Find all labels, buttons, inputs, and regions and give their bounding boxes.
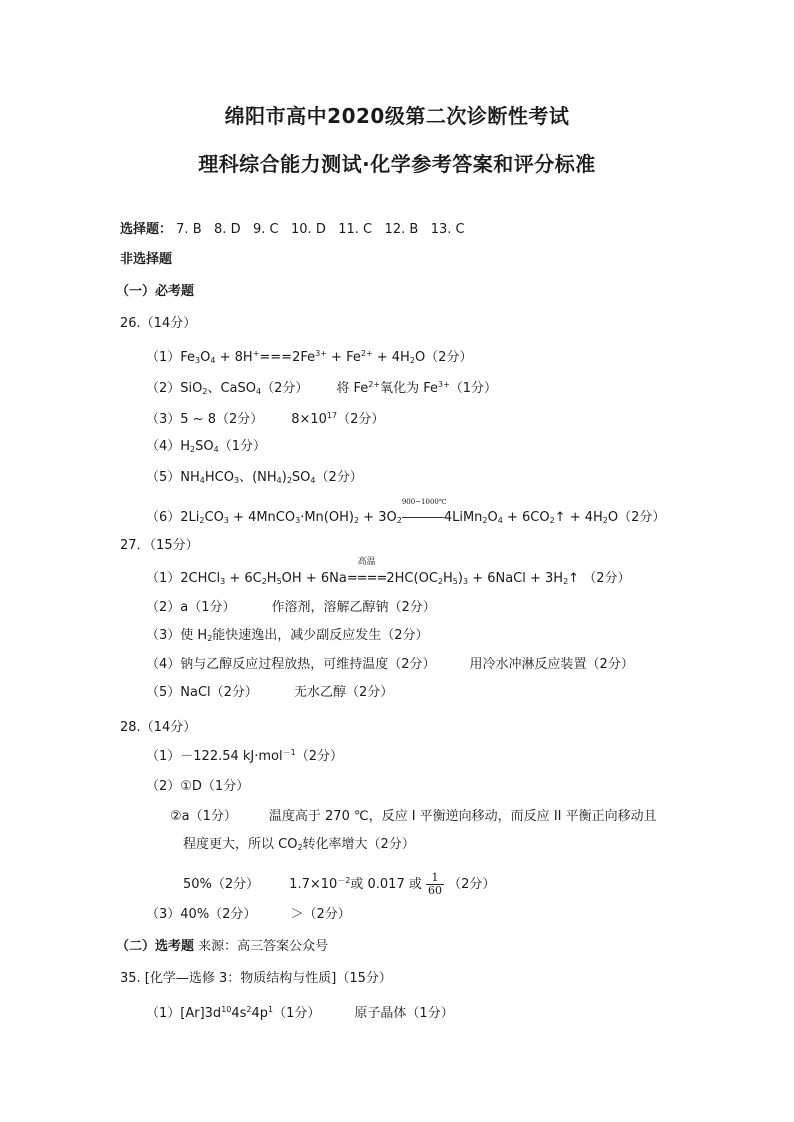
fraction-1-60: $\frac{1}{60}$ (428, 871, 442, 897)
answer-9: 9. C (252, 222, 279, 237)
q35-heading: 35. [化学—选修 3：物质结构与性质]（15分） (120, 971, 392, 986)
page-subtitle: 理科综合能力测试·化学参考答案和评分标准 (198, 152, 596, 176)
q26-answer-1: $(1)Fe_3O_4 + 8H^+===2Fe^{3+} + Fe^{2+} + 4H_2O(2$分） (146, 349, 473, 365)
section-required: （一）必考题 (116, 284, 195, 299)
q28-answer-1: （1）－122.54 kJ·mol$^{-1}$（2分） (146, 748, 343, 764)
q27-answer-3: （3）使 $H_2$能快速逸出，减少副反应发生（2分） (146, 628, 429, 643)
choice-answers (120, 221, 465, 239)
nonchoice-heading: 非选择题 (120, 252, 173, 267)
q35-answer-1: $(1)[Ar]3d^{10}4s^24p^1(1$分） 原子晶体（1分） (146, 1005, 454, 1021)
reaction-arrow: 900~1000℃ (402, 509, 444, 527)
q26-answer-5: $(5)NH_4HCO_3$、$(NH_4)_2SO_4(2$分） (146, 470, 363, 485)
section-elective: （二）选考题 来源：高三答案公众号 (116, 939, 329, 954)
answer-8: 8. D (214, 222, 241, 237)
page-title: 绵阳市高中2020级第二次诊断性考试 (224, 104, 570, 128)
q26-answer-6: $(6)2Li_2CO_3$ + $4MnCO_3\cdot Mn(OH)_2 + 3O_2$ 900~1000℃ $4LiMn_2O_4$ + $6CO_2↑ + 4H_2O(2$分） (146, 498, 666, 525)
q26-answer-4: $(4)H_2SO_4(1$分） (146, 439, 266, 454)
answer-7: 7. B (176, 222, 202, 237)
answer-11: 11. C (338, 222, 373, 237)
source-note: 来源：高三答案公众号 (198, 939, 329, 954)
reaction-condition: 高温 ==== (346, 557, 387, 586)
q28-answer-2b-cont: 程度更大，所以 $CO_2$转化率增大（2分） (183, 837, 415, 852)
q26-heading: 26.（14分） (120, 316, 197, 331)
q26-answer-3: （3）5 ~ 8（2分） $8\times 10^{17}(2$分） (146, 411, 385, 427)
q27-answer-5: （5）NaCl（2分） 无水乙醇（2分） (146, 685, 394, 700)
q27-answer-1: （1）2CHCl$_3$ + $6C_2H_5OH + 6Na$ 高温 $====2HC(OC_2H_5)_3$ + 6NaCl + $3H_2↑$ （2分） (146, 557, 631, 586)
q28-answer-2: （2）①D（1分） (146, 779, 250, 794)
answer-12: 12. B (384, 222, 419, 237)
q27-answer-4: （4）钠与乙醇反应过程放热，可维持温度（2分） 用冷水冲淋反应装置（2分） (146, 657, 634, 672)
q27-answer-2: （2）a（1分） 作溶剂，溶解乙醇钠（2分） (146, 600, 436, 615)
q28-heading: 28.（14分） (120, 720, 197, 735)
answer-13: 13. C (430, 222, 465, 237)
q28-answer-3: （3）40%（2分） ＞（2分） (146, 907, 351, 922)
q27-heading: 27．（15分） (120, 538, 199, 553)
q28-answer-2b: ②a（1分） 温度高于 270 ℃，反应 I 平衡逆向移动，而反应 II 平衡正向移动且 (170, 809, 657, 824)
choice-label: 选择题： (120, 222, 173, 237)
q26-answer-2: （2）SiO$_2$、CaSO$_4$（2分） 将 $Fe^{2+}$氧化为 $Fe^{3+}(1$分） (146, 380, 498, 396)
answer-10: 10. D (291, 222, 326, 237)
q28-answer-2c: 50%（2分） $1.7\times 10^{-2}$或 0.017 或 $\frac{1}{60}$ （2分） (183, 871, 496, 897)
